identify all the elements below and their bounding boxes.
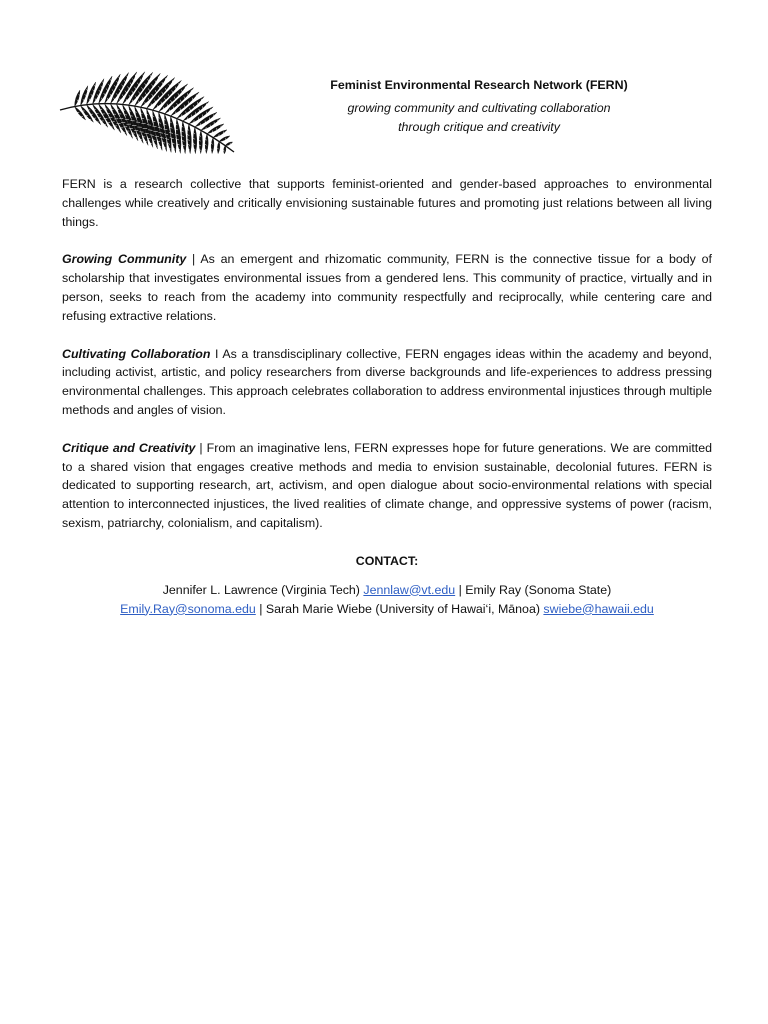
section-growing-community — [62, 250, 712, 325]
section-critique-creativity — [62, 439, 712, 533]
section-heading: Critique and Creativity — [62, 440, 196, 455]
section-text: As a transdisciplinary collective, FERN engages ideas within the academy and beyond, including activist, artistic, and policy researchers from diverse backgrounds and life-experiences to address pressing environmental challenges. This approach celebrates collaboration to address environmental injustices through multiple methods and angles of vision. — [62, 346, 713, 417]
email-link-lawrence[interactable]: Jennlaw@vt.edu — [363, 582, 456, 597]
fern-leaf-icon — [56, 66, 238, 158]
document-title: Feminist Environmental Research Network (FERN) — [330, 78, 628, 92]
email-link-wiebe[interactable]: swiebe@hawaii.edu — [543, 601, 654, 616]
contact-person-1: Jennifer L. Lawrence (Virginia Tech) — [162, 582, 364, 597]
tagline-line-1: growing community and cultivating collaboration — [347, 101, 611, 115]
intro-paragraph: FERN is a research collective that supports feminist-oriented and gender-based approaches to environmental challenges while creatively and critically envisioning sustainable futures and promoting just relations between all living things. — [62, 177, 712, 229]
email-link-ray[interactable]: Emily.Ray@sonoma.edu — [120, 601, 256, 616]
contact-separator-1: | Emily Ray (Sonoma State) — [455, 582, 612, 597]
section-text: From an imaginative lens, FERN expresses hope for future generations. We are committed to a shared vision that engages creative methods and media to envision sustainable, decolonial futures. FERN is dedicated to supporting research, art, activism, and open dialogue about socio-environmental relations with special attention to interconnected injustices, the lived realities of climate change, and oppressive systems of power (racism, sexism, patriarchy, colonialism, and capitalism). — [62, 440, 712, 530]
tagline-line-2: through critique and creativity — [398, 120, 560, 134]
section-heading: Growing Community — [62, 252, 187, 267]
document-tagline — [250, 99, 708, 137]
section-separator: | — [195, 440, 207, 455]
section-separator: I — [210, 346, 223, 361]
contact-separator-2: | Sarah Marie Wiebe (University of Hawai‘i, Mānoa) — [255, 601, 544, 616]
contact-heading: CONTACT: — [355, 553, 419, 568]
contact-line-2 — [62, 600, 712, 619]
document-header — [250, 77, 708, 137]
contact-line-1 — [62, 581, 712, 600]
contact-block — [62, 552, 712, 619]
section-separator: | — [186, 252, 201, 267]
section-cultivating-collaboration — [62, 345, 712, 420]
section-text: As an emergent and rhizomatic community, FERN is the connective tissue for a body of scholarship that investigates environmental issues from a gendered lens. This community of practice, virtually and in person, seeks to reach from the academy into community respectfully and reciprocally, while centering care and refusing extractive relations. — [62, 252, 713, 323]
document-body — [62, 175, 712, 619]
section-heading: Cultivating Collaboration — [62, 346, 211, 361]
